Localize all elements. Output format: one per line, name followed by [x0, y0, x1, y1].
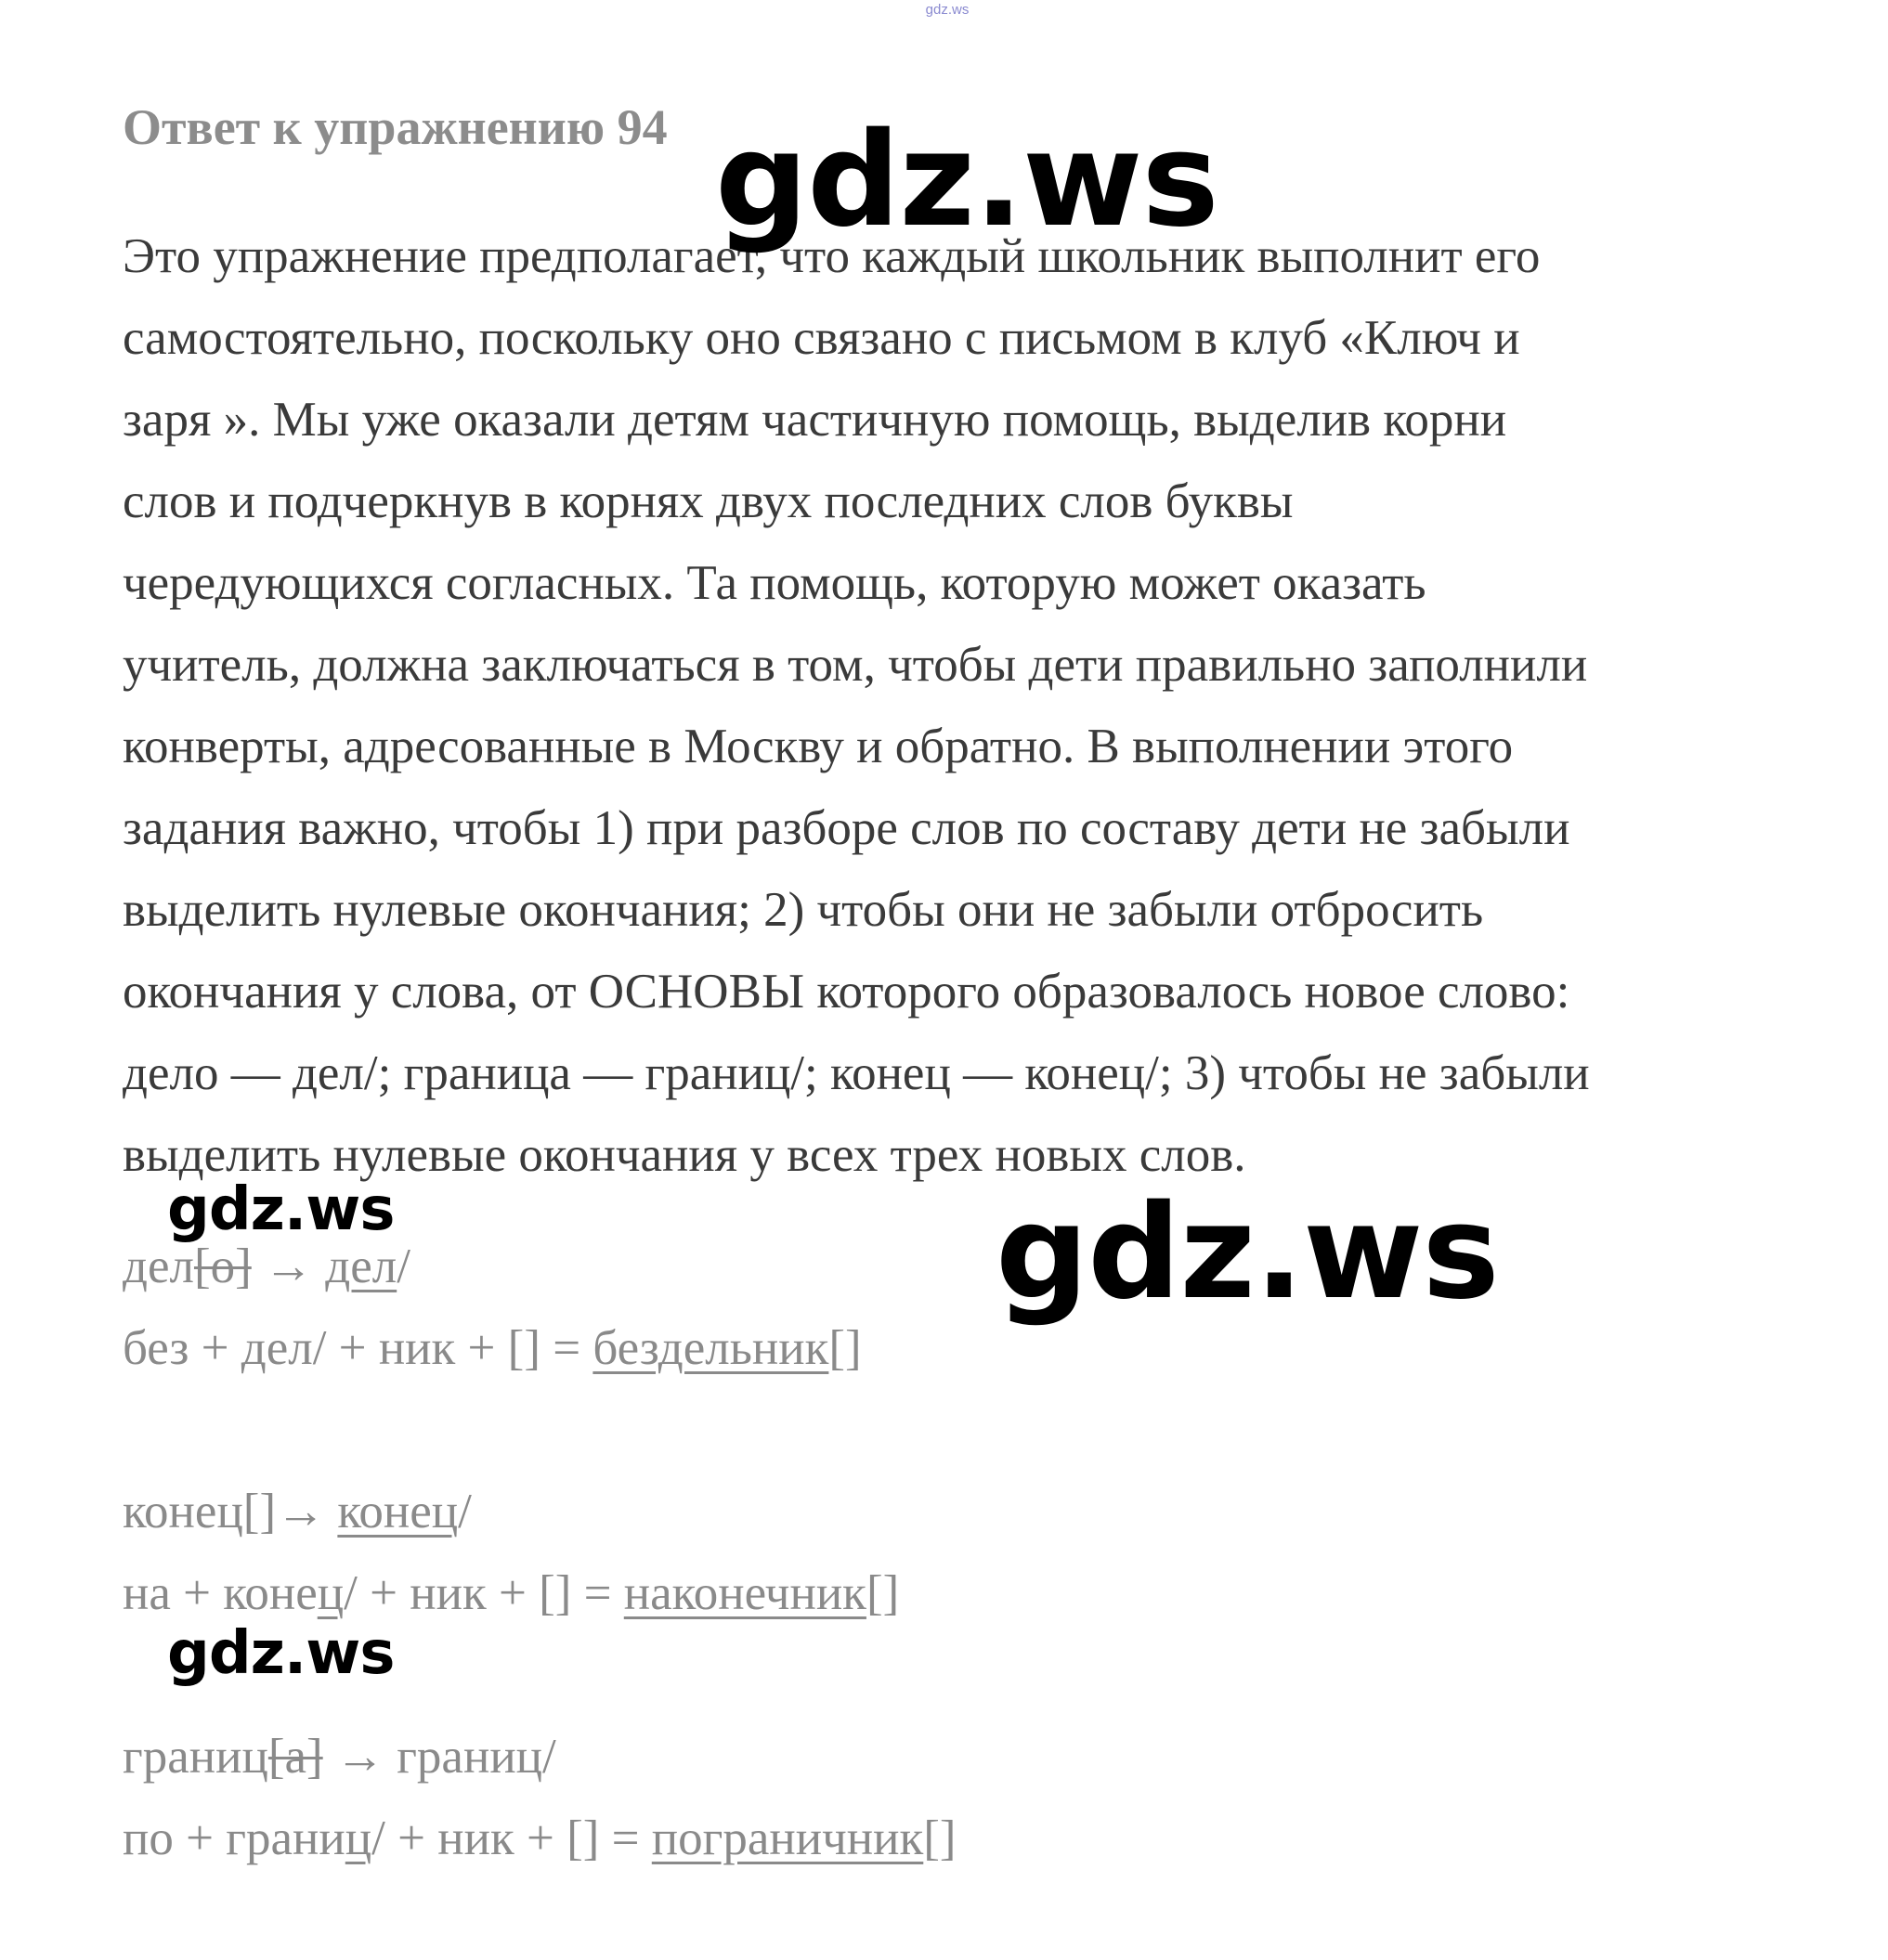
paragraph-line: заря ». Мы уже оказали детям частичную помощь, выделив корни: [123, 393, 1507, 447]
base-slash: /: [458, 1485, 472, 1538]
zero-ending: []: [828, 1321, 862, 1375]
paragraph-line: учитель, должна заключаться в том, чтобы дети правильно заполнили: [123, 638, 1588, 692]
derivation-base-row: [123, 1471, 899, 1552]
derived-word: пограничник: [651, 1811, 924, 1865]
arrow: →: [276, 1485, 338, 1538]
header-site-mark: gdz.ws: [925, 2, 970, 18]
zero-ending: []: [923, 1811, 957, 1865]
word-analysis-delo: [123, 1226, 862, 1389]
paragraph-line: выделить нулевые окончания; 2) чтобы они не забыли отбросить: [123, 883, 1484, 937]
formula-prefix: по + грани: [123, 1811, 345, 1865]
paragraph-line: самостоятельно, поскольку оно связано с письмом в клуб «Ключ и: [123, 311, 1520, 365]
arrow: →: [251, 1240, 326, 1293]
word-analysis-granitsa: [123, 1716, 957, 1879]
paragraph-line: задания важно, чтобы 1) при разборе слов по составу дети не забыли: [123, 801, 1570, 855]
stem: дел: [123, 1240, 194, 1293]
derivation-formula-row: [123, 1307, 862, 1389]
derived-word: наконечник: [623, 1566, 866, 1620]
stem: границ: [123, 1730, 268, 1784]
formula-parts: без + дел/ + ник + [] =: [123, 1321, 593, 1375]
derivation-formula-row: [123, 1798, 957, 1879]
base-slash: /: [397, 1240, 410, 1293]
paragraph-line: выделить нулевые окончания у всех трех новых слов.: [123, 1128, 1246, 1182]
watermark-large: gdz.ws: [996, 1177, 1499, 1329]
underlined-base: дел: [325, 1240, 397, 1293]
base: границ/: [397, 1730, 556, 1784]
derived-word: бездельник: [592, 1321, 829, 1375]
paragraph-line: Это упражнение предполагает, что каждый школьник выполнит его: [123, 229, 1541, 283]
paragraph-line: дело — дел/; граница — границ/; конец — конец/; 3) чтобы не забыли: [123, 1046, 1590, 1100]
paragraph-line: чередующихся согласных. Та помощь, которую может оказать: [123, 556, 1426, 610]
word-analysis-konets: [123, 1471, 899, 1634]
paragraph-line: слов и подчеркнув в корнях двух последних слов буквы: [123, 474, 1294, 528]
zero-ending: []: [866, 1566, 900, 1620]
alternating-letter: ц: [345, 1811, 372, 1865]
watermark-small: gdz.ws: [167, 1619, 395, 1688]
paragraph-line: окончания у слова, от ОСНОВЫ которого образовалось новое слово:: [123, 965, 1570, 1019]
paragraph-line: конверты, адресованные в Москву и обратно. В выполнении этого: [123, 720, 1514, 773]
arrow: →: [322, 1730, 397, 1784]
formula-rest: / + ник + [] =: [344, 1566, 624, 1620]
answer-paragraph: [123, 215, 1776, 1196]
alternating-letter: ц: [317, 1566, 345, 1620]
struck-ending: [о]: [193, 1240, 252, 1293]
watermark-small: gdz.ws: [167, 1175, 395, 1244]
underlined-base: конец: [337, 1485, 459, 1538]
stem: конец[]: [123, 1485, 277, 1538]
watermark-large: gdz.ws: [715, 105, 1218, 256]
formula-rest: / + ник + [] =: [371, 1811, 652, 1865]
struck-ending: [а]: [267, 1730, 323, 1784]
formula-prefix: на + коне: [123, 1566, 318, 1620]
exercise-title: Ответ к упражнению 94: [123, 99, 668, 155]
derivation-base-row: [123, 1716, 957, 1798]
